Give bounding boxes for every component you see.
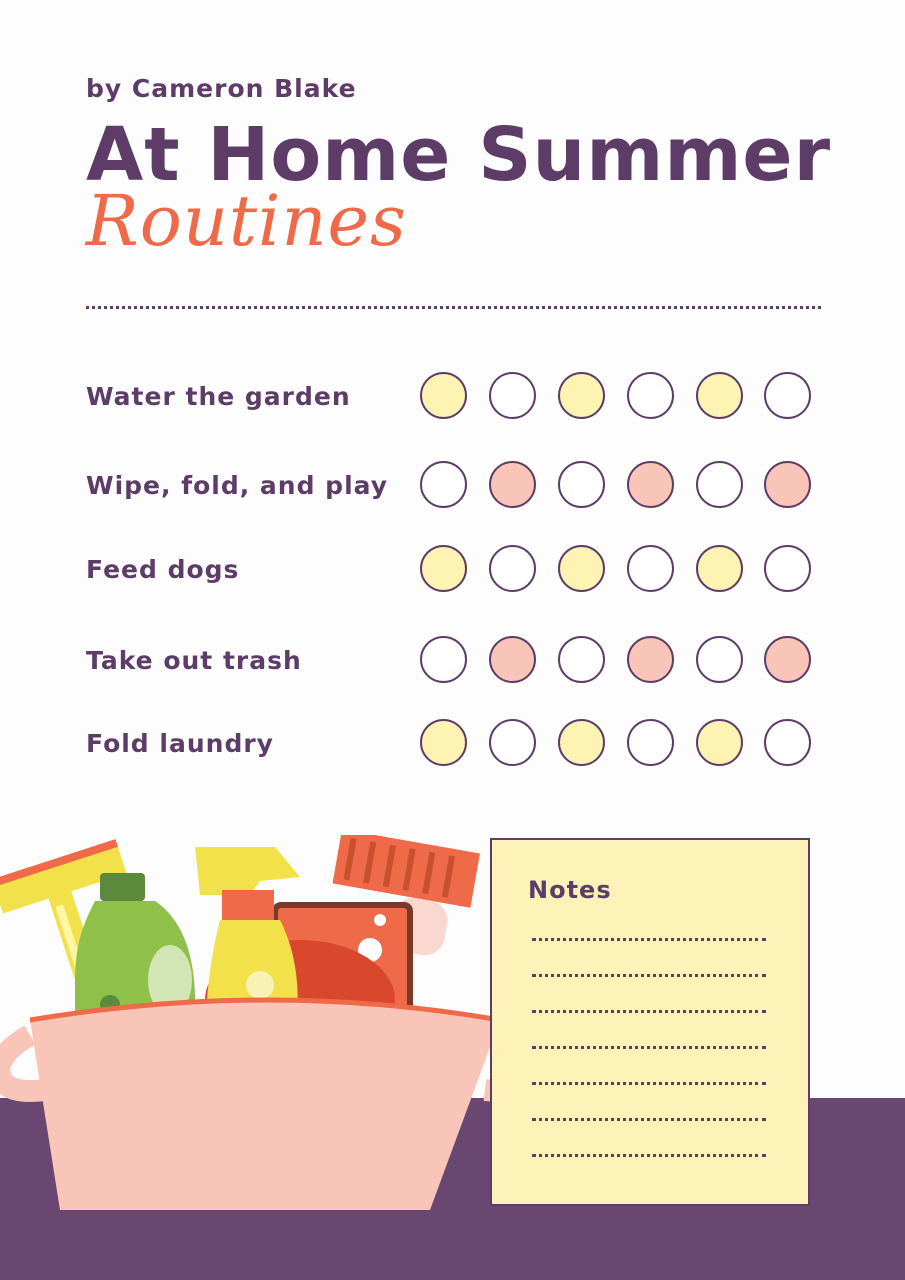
cleaning-basket-icon [0, 835, 530, 1215]
tracker-circle-empty[interactable] [696, 461, 743, 508]
tracker-circle-pink[interactable] [764, 636, 811, 683]
tracker-circle-yellow[interactable] [558, 719, 605, 766]
tracker-circle-pink[interactable] [489, 636, 536, 683]
notes-line[interactable] [532, 1118, 766, 1121]
tracker-circle-empty[interactable] [627, 372, 674, 419]
notes-line[interactable] [532, 1154, 766, 1157]
tracker-circle-empty[interactable] [764, 719, 811, 766]
tracker-circle-empty[interactable] [489, 719, 536, 766]
notes-line[interactable] [532, 938, 766, 941]
tracker-circle-yellow[interactable] [558, 372, 605, 419]
page-subtitle: Routines [86, 180, 407, 262]
author-byline: by Cameron Blake [86, 74, 357, 103]
task-label: Wipe, fold, and play [86, 471, 389, 500]
task-row [86, 719, 826, 771]
notes-title: Notes [528, 876, 612, 904]
tracker-circle-empty[interactable] [489, 545, 536, 592]
task-row [86, 545, 826, 597]
tracker-circle-yellow[interactable] [420, 545, 467, 592]
tracker-circle-pink[interactable] [627, 636, 674, 683]
tracker-circle-yellow[interactable] [420, 372, 467, 419]
task-label: Fold laundry [86, 729, 274, 758]
task-label: Feed dogs [86, 555, 240, 584]
tracker-circle-yellow[interactable] [420, 719, 467, 766]
tracker-circle-empty[interactable] [627, 545, 674, 592]
tracker-circle-pink[interactable] [489, 461, 536, 508]
header-divider [86, 306, 821, 309]
notes-card [490, 838, 810, 1206]
notes-line[interactable] [532, 1010, 766, 1013]
tracker-circle-pink[interactable] [764, 461, 811, 508]
tracker-circle-empty[interactable] [420, 636, 467, 683]
tracker-circle-yellow[interactable] [696, 719, 743, 766]
task-row [86, 372, 826, 424]
tracker-circle-empty[interactable] [420, 461, 467, 508]
task-label: Water the garden [86, 382, 351, 411]
tracker-circle-pink[interactable] [627, 461, 674, 508]
tracker-circle-empty[interactable] [696, 636, 743, 683]
tracker-circle-empty[interactable] [489, 372, 536, 419]
tracker-circle-empty[interactable] [627, 719, 674, 766]
notes-line[interactable] [532, 1046, 766, 1049]
tracker-circle-empty[interactable] [558, 636, 605, 683]
page-title: At Home Summer [86, 112, 832, 198]
task-row [86, 636, 826, 688]
notes-line[interactable] [532, 1082, 766, 1085]
tracker-circle-empty[interactable] [764, 545, 811, 592]
tracker-circle-yellow[interactable] [696, 545, 743, 592]
notes-line[interactable] [532, 974, 766, 977]
task-label: Take out trash [86, 646, 302, 675]
tracker-circle-empty[interactable] [558, 461, 605, 508]
task-row [86, 461, 826, 513]
tracker-circle-yellow[interactable] [558, 545, 605, 592]
tracker-circle-yellow[interactable] [696, 372, 743, 419]
tracker-circle-empty[interactable] [764, 372, 811, 419]
